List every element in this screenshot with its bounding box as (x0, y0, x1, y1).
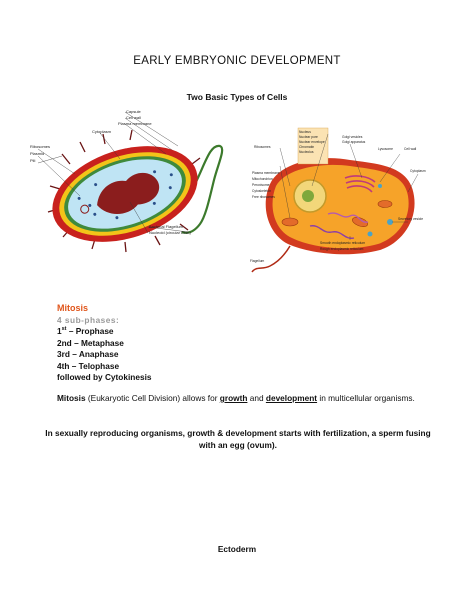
label-secretory-vesicle: Secretory vesicle (398, 217, 424, 221)
label-nucleoid: Nucleoid (circular DNA) (149, 230, 191, 235)
label-ribosomes: Ribosomes (254, 145, 271, 149)
label-cytoplasm: Cytoplasm (92, 129, 111, 134)
label-golgi-apparatus: Golgi apparatus (342, 140, 366, 144)
label-free-ribosomes: Free ribosomes (252, 195, 275, 199)
label-mitochondrion: Mitochondrion (252, 177, 273, 181)
label-lysosome: Lysosome (378, 147, 393, 151)
prokaryotic-cell-diagram (30, 104, 230, 254)
label-smooth-er: Smooth endoplasmic reticulum (320, 241, 366, 245)
mitosis-heading: Mitosis (57, 303, 89, 313)
subphases-label: 4 sub-phases: (57, 314, 120, 325)
nucleolus (302, 190, 314, 202)
label-nucleolus: Nucleolus (299, 150, 314, 154)
label-nuclear-envelope: Nuclear envelope (299, 140, 325, 144)
figure-subtitle: Two Basic Types of Cells (186, 92, 288, 102)
label-cell-wall: Cell wall (404, 147, 417, 151)
phase-item: 1st – Prophase (57, 326, 114, 336)
label-flagellum: Bacterial Flagellum (149, 224, 184, 229)
phase-item: 2nd – Metaphase (57, 337, 124, 348)
label-rough-er: Rough endoplasmic reticulum (320, 247, 364, 251)
eukaryotic-cell-diagram (250, 126, 430, 276)
page-title: EARLY EMBRYONIC DEVELOPMENT (133, 55, 341, 67)
mitosis-section (57, 303, 417, 384)
label-chromatin: Chromatin (299, 145, 315, 149)
label-plasma-membrane: Plasma membrane (252, 171, 280, 175)
label-flagellum: Flagellum (250, 259, 265, 263)
label-cytoplasm: Cytoplasm (410, 169, 426, 173)
label-ribosomes: Ribosomes (30, 144, 51, 149)
phase-item: 4th – Telophase (57, 360, 120, 371)
label-cell-wall: Cell wall (126, 115, 141, 120)
label-cytoskeleton: Cytoskeleton (252, 189, 272, 193)
label-peroxisome: Peroxisome (252, 183, 270, 187)
mitosis-description: Mitosis (Eukaryotic Cell Division) allows for growth and development in multicellular organisms. (57, 393, 415, 403)
phase-item: 3rd – Anaphase (57, 349, 119, 359)
ectoderm-heading: Ectoderm (217, 544, 257, 554)
label-capsule: Capsule (126, 109, 141, 114)
cytokinesis-line: followed by Cytokinesis (57, 372, 152, 382)
label-nuclear-pore: Nuclear pore (299, 135, 318, 139)
label-golgi-vesicles: Golgi vesicles (342, 135, 363, 139)
label-plasmid: Plasmid (30, 151, 45, 156)
label-nucleus: Nucleus (299, 130, 311, 134)
label-pili: Pili (30, 158, 36, 163)
label-plasma-membrane: Plasma membrane (118, 121, 152, 126)
fertilization-paragraph: In sexually reproducing organisms, growth & development starts with fertilization, a sperm fusing with an egg (ovum). (45, 428, 431, 450)
